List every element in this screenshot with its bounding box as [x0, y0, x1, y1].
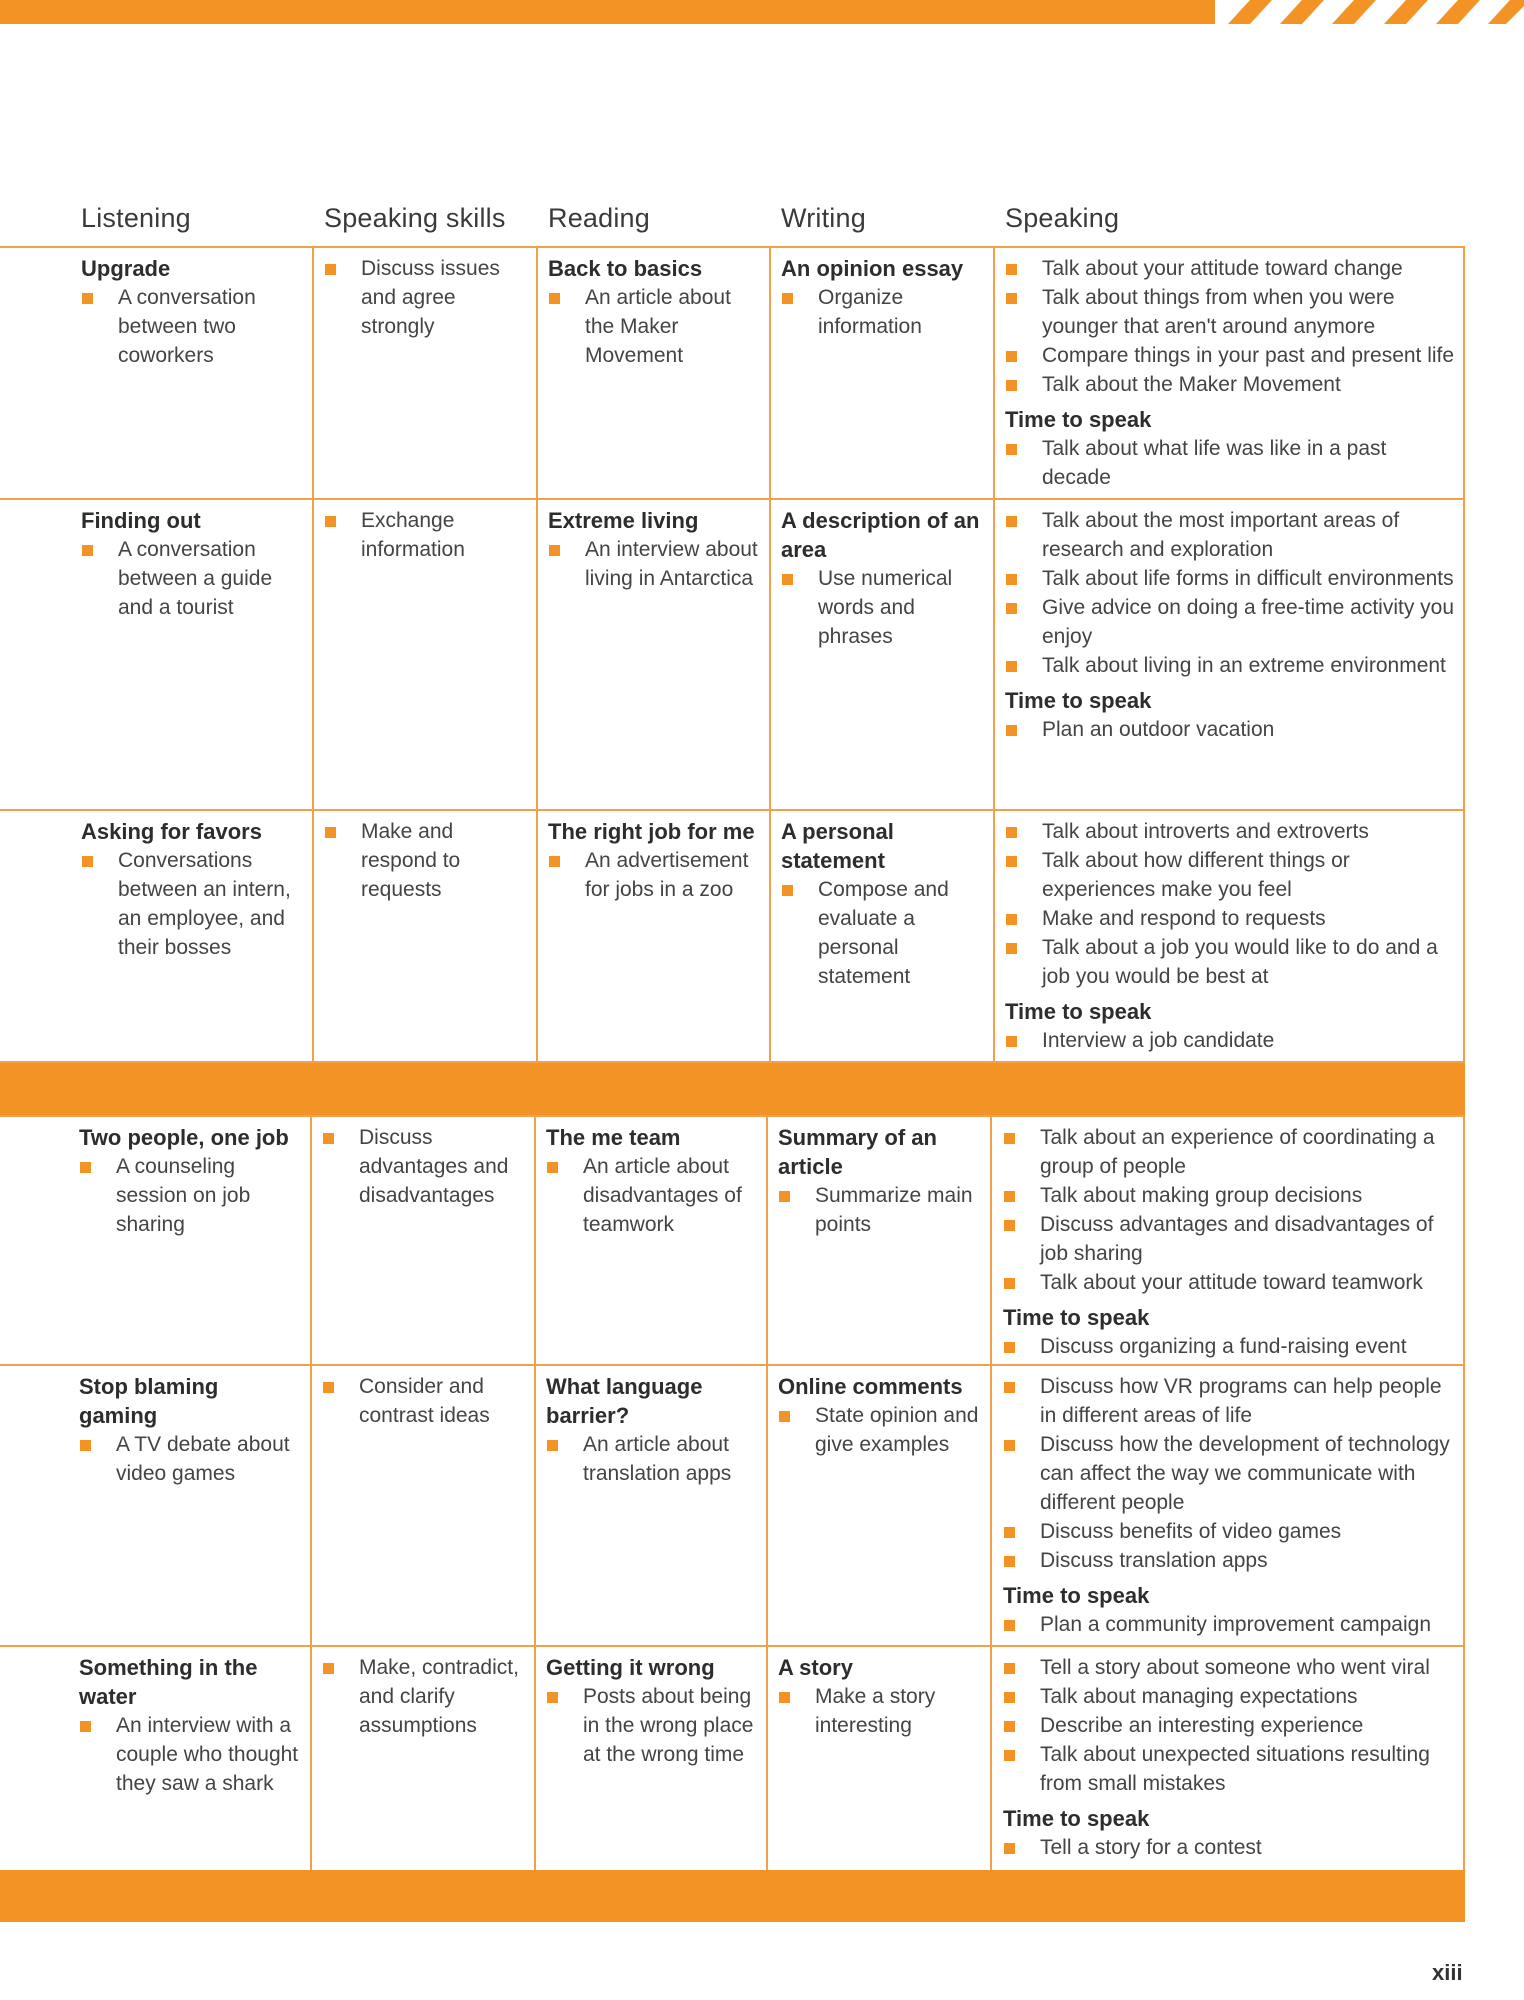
square-bullet-icon [1004, 1663, 1015, 1674]
square-bullet-icon [1004, 1191, 1015, 1202]
row-1-speaking [1005, 254, 1460, 492]
square-bullet-icon [1004, 1133, 1015, 1144]
speaking-skills-item: Discuss issues and agree strongly [324, 254, 524, 341]
speaking-item: Talk about a job you would like to do and a job you would be best at [1005, 933, 1460, 991]
row-rule [0, 1115, 1465, 1117]
column-divider [766, 1115, 768, 1870]
column-divider [990, 1115, 992, 1870]
square-bullet-icon [1004, 1382, 1015, 1393]
row-6-reading [546, 1653, 758, 1769]
listening-item: A conversation between two coworkers [81, 283, 301, 370]
square-bullet-icon [80, 1721, 91, 1732]
square-bullet-icon [1006, 914, 1017, 925]
reading-title: Back to basics [548, 256, 703, 281]
speaking-item: Describe an interesting experience [1003, 1711, 1460, 1740]
speaking-skills-item: Exchange information [324, 506, 524, 564]
square-bullet-icon [549, 293, 560, 304]
speaking-item: Talk about making group decisions [1003, 1181, 1460, 1210]
row-3-speaking-skills [324, 817, 524, 904]
reading-title: Getting it wrong [546, 1655, 715, 1680]
speaking-item: Talk about your attitude toward teamwork [1003, 1268, 1460, 1297]
square-bullet-icon [1006, 444, 1017, 455]
reading-item: An advertisement for jobs in a zoo [548, 846, 766, 904]
reading-title: The me team [546, 1125, 681, 1150]
column-divider [769, 246, 771, 1061]
header-listening: Listening [81, 203, 191, 233]
time-to-speak-item: Discuss organizing a fund-raising event [1003, 1332, 1460, 1361]
square-bullet-icon [1006, 661, 1017, 672]
writing-item: Organize information [781, 283, 986, 341]
square-bullet-icon [1004, 1692, 1015, 1703]
square-bullet-icon [1006, 827, 1017, 838]
time-to-speak-heading: Time to speak [1005, 688, 1152, 713]
square-bullet-icon [1004, 1342, 1015, 1353]
speaking-item: Talk about introverts and extroverts [1005, 817, 1460, 846]
square-bullet-icon [1004, 1721, 1015, 1732]
time-to-speak-heading: Time to speak [1003, 1806, 1150, 1831]
square-bullet-icon [1006, 943, 1017, 954]
row-3-writing [781, 817, 986, 991]
speaking-item: Talk about life forms in difficult environments [1005, 564, 1460, 593]
square-bullet-icon [1006, 574, 1017, 585]
reading-title: What language barrier? [546, 1374, 703, 1428]
row-5-speaking [1003, 1372, 1460, 1639]
row-4-listening [79, 1123, 301, 1239]
listening-title: Asking for favors [81, 819, 262, 844]
writing-item: State opinion and give examples [778, 1401, 983, 1459]
listening-item: Conversations between an intern, an employee, and their bosses [81, 846, 301, 962]
square-bullet-icon [1004, 1843, 1015, 1854]
row-2-speaking-skills [324, 506, 524, 564]
square-bullet-icon [1006, 380, 1017, 391]
row-1-writing [781, 254, 986, 341]
square-bullet-icon [782, 574, 793, 585]
speaking-item: Discuss how the development of technology can affect the way we communicate with different people [1003, 1430, 1460, 1517]
column-divider [312, 246, 314, 1061]
speaking-skills-item: Make and respond to requests [324, 817, 524, 904]
speaking-item: Give advice on doing a free-time activity you enjoy [1005, 593, 1460, 651]
time-to-speak-item: Plan an outdoor vacation [1005, 715, 1460, 744]
row-2-reading [548, 506, 760, 593]
square-bullet-icon [1006, 1036, 1017, 1047]
speaking-skills-item: Make, contradict, and clarify assumptions [322, 1653, 527, 1740]
speaking-item: Talk about your attitude toward change [1005, 254, 1460, 283]
row-rule [0, 246, 1465, 248]
time-to-speak-item: Talk about what life was like in a past decade [1005, 434, 1460, 492]
row-5-writing [778, 1372, 983, 1459]
speaking-skills-item: Consider and contrast ideas [322, 1372, 527, 1430]
reading-title: Extreme living [548, 508, 699, 533]
reading-item: An article about translation apps [546, 1430, 758, 1488]
time-to-speak-heading: Time to speak [1003, 1305, 1150, 1330]
reading-item: An interview about living in Antarctica [548, 535, 760, 593]
row-4-reading [546, 1123, 758, 1239]
square-bullet-icon [80, 1440, 91, 1451]
row-4-writing [778, 1123, 983, 1239]
row-rule [0, 1364, 1465, 1366]
writing-item: Compose and evaluate a personal statement [781, 875, 986, 991]
time-to-speak-item: Interview a job candidate [1005, 1026, 1460, 1055]
speaking-item: Talk about the Maker Movement [1005, 370, 1460, 399]
listening-item: A conversation between a guide and a tourist [81, 535, 301, 622]
square-bullet-icon [1004, 1440, 1015, 1451]
writing-title: A personal statement [781, 819, 894, 873]
row-5-speaking-skills [322, 1372, 527, 1430]
speaking-item: Discuss advantages and disadvantages of job sharing [1003, 1210, 1460, 1268]
row-5-reading [546, 1372, 758, 1488]
square-bullet-icon [1004, 1750, 1015, 1761]
column-divider [536, 246, 538, 1061]
speaking-item: Talk about managing expectations [1003, 1682, 1460, 1711]
square-bullet-icon [1006, 725, 1017, 736]
square-bullet-icon [325, 264, 336, 275]
listening-item: An interview with a couple who thought they saw a shark [79, 1711, 301, 1798]
square-bullet-icon [82, 856, 93, 867]
square-bullet-icon [547, 1162, 558, 1173]
square-bullet-icon [1004, 1278, 1015, 1289]
column-headers [0, 203, 1524, 243]
page-number: xiii [1432, 1960, 1463, 1985]
row-3-listening [81, 817, 301, 962]
writing-item: Summarize main points [778, 1181, 983, 1239]
row-5-listening [79, 1372, 301, 1488]
top-decorative-bar [0, 0, 1524, 24]
row-4-speaking [1003, 1123, 1460, 1361]
reading-item: An article about the Maker Movement [548, 283, 760, 370]
row-rule [0, 1645, 1465, 1647]
unit-separator-band [0, 1870, 1465, 1922]
speaking-item: Talk about living in an extreme environment [1005, 651, 1460, 680]
row-1-listening [81, 254, 301, 370]
listening-item: A counseling session on job sharing [79, 1152, 301, 1239]
row-6-speaking-skills [322, 1653, 527, 1740]
reading-title: The right job for me [548, 819, 755, 844]
speaking-skills-item: Discuss advantages and disadvantages [322, 1123, 527, 1210]
header-speaking: Speaking [1005, 203, 1120, 233]
row-3-speaking [1005, 817, 1460, 1055]
square-bullet-icon [1006, 516, 1017, 527]
square-bullet-icon [1004, 1220, 1015, 1231]
writing-title: A story [778, 1655, 853, 1680]
listening-title: Two people, one job [79, 1125, 289, 1150]
column-divider [1463, 1115, 1465, 1870]
header-speaking-skills: Speaking skills [324, 203, 506, 233]
speaking-item: Talk about the most important areas of research and exploration [1005, 506, 1460, 564]
square-bullet-icon [1006, 293, 1017, 304]
row-2-listening [81, 506, 301, 622]
time-to-speak-heading: Time to speak [1005, 407, 1152, 432]
square-bullet-icon [82, 545, 93, 556]
square-bullet-icon [782, 293, 793, 304]
writing-title: A description of an area [781, 508, 980, 562]
row-4-speaking-skills [322, 1123, 527, 1210]
row-rule [0, 809, 1465, 811]
square-bullet-icon [325, 516, 336, 527]
writing-title: Summary of an article [778, 1125, 937, 1179]
time-to-speak-item: Tell a story for a contest [1003, 1833, 1460, 1862]
time-to-speak-item: Plan a community improvement campaign [1003, 1610, 1460, 1639]
writing-title: An opinion essay [781, 256, 964, 281]
square-bullet-icon [779, 1411, 790, 1422]
speaking-item: Discuss benefits of video games [1003, 1517, 1460, 1546]
row-6-speaking [1003, 1653, 1460, 1862]
listening-item: A TV debate about video games [79, 1430, 301, 1488]
listening-title: Finding out [81, 508, 201, 533]
square-bullet-icon [779, 1692, 790, 1703]
speaking-item: Talk about an experience of coordinating a group of people [1003, 1123, 1460, 1181]
column-divider [310, 1115, 312, 1870]
row-1-speaking-skills [324, 254, 524, 341]
square-bullet-icon [1004, 1556, 1015, 1567]
column-divider [993, 246, 995, 1061]
square-bullet-icon [1004, 1620, 1015, 1631]
square-bullet-icon [1006, 603, 1017, 614]
square-bullet-icon [1006, 264, 1017, 275]
square-bullet-icon [549, 545, 560, 556]
square-bullet-icon [1006, 351, 1017, 362]
speaking-item: Talk about things from when you were younger that aren't around anymore [1005, 283, 1460, 341]
reading-item: An article about disadvantages of teamwork [546, 1152, 758, 1239]
writing-item: Make a story interesting [778, 1682, 983, 1740]
unit-separator-band [0, 1063, 1465, 1115]
writing-title: Online comments [778, 1374, 963, 1399]
square-bullet-icon [1006, 856, 1017, 867]
square-bullet-icon [547, 1440, 558, 1451]
square-bullet-icon [547, 1692, 558, 1703]
speaking-item: Compare things in your past and present life [1005, 341, 1460, 370]
square-bullet-icon [782, 885, 793, 896]
header-writing: Writing [781, 203, 866, 233]
row-3-reading [548, 817, 766, 904]
square-bullet-icon [779, 1191, 790, 1202]
square-bullet-icon [323, 1133, 334, 1144]
speaking-item: Discuss how VR programs can help people in different areas of life [1003, 1372, 1460, 1430]
square-bullet-icon [80, 1162, 91, 1173]
square-bullet-icon [325, 827, 336, 838]
row-rule [0, 498, 1465, 500]
listening-title: Upgrade [81, 256, 171, 281]
row-2-writing [781, 506, 986, 651]
speaking-item: Talk about unexpected situations resulting from small mistakes [1003, 1740, 1460, 1798]
square-bullet-icon [323, 1663, 334, 1674]
speaking-item: Make and respond to requests [1005, 904, 1460, 933]
header-reading: Reading [548, 203, 650, 233]
writing-item: Use numerical words and phrases [781, 564, 986, 651]
listening-title: Something in the water [79, 1655, 258, 1709]
row-1-reading [548, 254, 760, 370]
row-2-speaking [1005, 506, 1460, 744]
square-bullet-icon [1004, 1527, 1015, 1538]
speaking-item: Discuss translation apps [1003, 1546, 1460, 1575]
time-to-speak-heading: Time to speak [1005, 999, 1152, 1024]
reading-item: Posts about being in the wrong place at the wrong time [546, 1682, 758, 1769]
square-bullet-icon [323, 1382, 334, 1393]
time-to-speak-heading: Time to speak [1003, 1583, 1150, 1608]
row-6-listening [79, 1653, 301, 1798]
square-bullet-icon [82, 293, 93, 304]
row-6-writing [778, 1653, 983, 1740]
speaking-item: Talk about how different things or experiences make you feel [1005, 846, 1460, 904]
square-bullet-icon [549, 856, 560, 867]
column-divider [534, 1115, 536, 1870]
column-divider [1463, 246, 1465, 1061]
speaking-item: Tell a story about someone who went viral [1003, 1653, 1460, 1682]
listening-title: Stop blaming gaming [79, 1374, 219, 1428]
